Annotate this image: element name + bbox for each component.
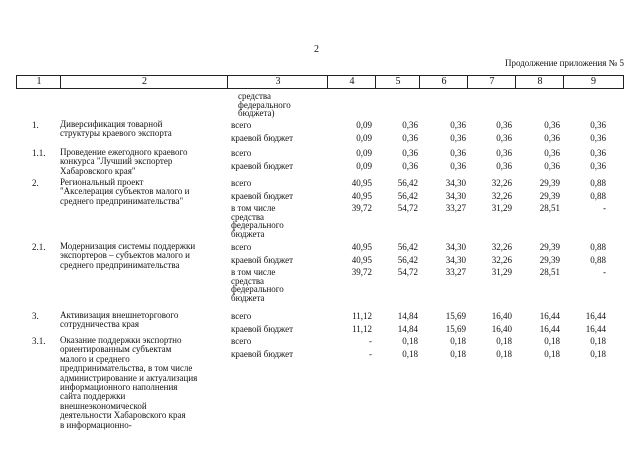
value-cell: 0,36 xyxy=(496,120,512,130)
value-cell: - xyxy=(369,348,372,359)
budget-label: всего xyxy=(231,311,252,321)
row-index: 3. xyxy=(32,311,39,321)
row-name-line: экспортеров – субъектов малого и xyxy=(60,250,190,261)
value-cell: 39,72 xyxy=(351,203,372,213)
value-cell: 0,36 xyxy=(590,120,606,130)
row-name-line: сайта поддержки xyxy=(60,391,126,402)
value-cell: 15,69 xyxy=(445,323,466,334)
row-name-line: среднего предпринимательства xyxy=(60,259,180,270)
value-cell: 11,12 xyxy=(352,311,372,321)
budget-label: краевой бюджет xyxy=(231,348,294,359)
value-cell: 0,18 xyxy=(544,348,560,359)
budget-label: краевой бюджет xyxy=(231,254,294,265)
value-cell: 0,36 xyxy=(590,148,606,158)
row-name-line: Модернизация системы поддержки xyxy=(60,241,196,251)
value-cell: 16,40 xyxy=(491,311,512,321)
row-name-line: конкурса "Лучший экспортер xyxy=(60,156,173,167)
row-name-line: внешнеэкономической xyxy=(60,400,147,411)
budget-label: краевой бюджет xyxy=(231,160,294,171)
value-cell: 0,18 xyxy=(496,336,512,346)
value-cell: 31,29 xyxy=(491,267,512,277)
value-cell: 0,88 xyxy=(590,242,606,252)
row-index: 1.1. xyxy=(32,148,46,158)
page-number: 2 xyxy=(314,44,319,55)
row-name-line: предпринимательства, в том числе xyxy=(60,363,193,374)
budget-label: всего xyxy=(231,242,252,252)
value-cell: 0,09 xyxy=(356,160,372,171)
value-cell: 14,84 xyxy=(397,311,418,321)
budget-label: средства xyxy=(231,275,265,286)
value-cell: 0,09 xyxy=(356,148,372,158)
value-cell: 28,51 xyxy=(539,203,560,213)
row-name-line: Диверсификация товарной xyxy=(60,119,163,129)
value-cell: - xyxy=(603,203,606,213)
column-header-2: 2 xyxy=(60,75,228,89)
value-cell: 0,18 xyxy=(590,336,606,346)
value-cell: 39,72 xyxy=(351,267,372,277)
row-name-line: Региональный проект xyxy=(60,177,144,187)
value-cell: - xyxy=(603,267,606,277)
value-cell: 0,36 xyxy=(450,148,466,158)
value-cell: 0,36 xyxy=(450,160,466,171)
row-name-line: Оказание поддержки экспортно xyxy=(60,335,182,345)
value-cell: 0,18 xyxy=(590,348,606,359)
row-name-line: администрирование и актуализация xyxy=(60,372,198,383)
budget-label: всего xyxy=(231,120,252,130)
value-cell: 0,09 xyxy=(356,120,372,130)
budget-label: краевой бюджет xyxy=(231,323,294,334)
value-cell: 0,88 xyxy=(590,254,606,265)
row-name-line: малого и среднего xyxy=(60,353,130,364)
budget-label: краевой бюджет xyxy=(231,190,294,201)
column-header-3: 3 xyxy=(227,75,328,89)
column-header-9: 9 xyxy=(563,75,624,89)
value-cell: 40,95 xyxy=(351,178,372,188)
value-cell: 0,36 xyxy=(496,160,512,171)
row-index: 2. xyxy=(32,178,39,188)
row-name-line: деятельности Хабаровского края xyxy=(60,410,186,421)
value-cell: 0,36 xyxy=(496,132,512,143)
value-cell: 34,30 xyxy=(445,190,466,201)
budget-label: краевой бюджет xyxy=(231,132,294,143)
value-cell: 56,42 xyxy=(397,190,418,201)
appendix-continuation-title: Продолжение приложения № 5 xyxy=(504,58,624,68)
row-name-line: среднего предпринимательства" xyxy=(60,195,184,206)
column-header-7: 7 xyxy=(467,75,516,89)
row-name-line: Проведение ежегодного краевого xyxy=(60,147,188,157)
continued-label-fragment: бюджета) xyxy=(238,108,275,118)
budget-label: всего xyxy=(231,178,252,188)
value-cell: 56,42 xyxy=(397,178,418,188)
value-cell: 16,44 xyxy=(539,311,560,321)
budget-label: в том числе xyxy=(231,267,276,277)
value-cell: 0,36 xyxy=(402,160,418,171)
budget-label: федерального xyxy=(231,220,284,231)
value-cell: 16,44 xyxy=(585,311,606,321)
row-name-line: структуры краевого экспорта xyxy=(60,128,172,139)
value-cell: 0,18 xyxy=(402,336,418,346)
value-cell: 0,36 xyxy=(544,160,560,171)
value-cell: 32,26 xyxy=(491,254,512,265)
value-cell: 56,42 xyxy=(397,242,418,252)
value-cell: 0,88 xyxy=(590,190,606,201)
value-cell: 0,36 xyxy=(544,120,560,130)
row-name-line: Активизация внешнеторгового xyxy=(60,310,179,320)
value-cell: 32,26 xyxy=(491,178,512,188)
value-cell: 15,69 xyxy=(445,311,466,321)
value-cell: 0,09 xyxy=(356,132,372,143)
row-name-line: Хабаровского края" xyxy=(60,165,136,176)
value-cell: 28,51 xyxy=(539,267,560,277)
value-cell: 0,18 xyxy=(450,336,466,346)
value-cell: 32,26 xyxy=(491,190,512,201)
value-cell: 31,29 xyxy=(491,203,512,213)
value-cell: 0,36 xyxy=(450,132,466,143)
value-cell: 11,12 xyxy=(352,323,372,334)
value-cell: 40,95 xyxy=(351,254,372,265)
value-cell: 16,44 xyxy=(539,323,560,334)
value-cell: 29,39 xyxy=(539,190,560,201)
value-cell: 0,36 xyxy=(402,148,418,158)
column-header-1: 1 xyxy=(16,75,61,89)
budget-label: средства xyxy=(231,211,265,222)
budget-label: бюджета xyxy=(231,228,265,239)
row-name-line: информационного наполнения xyxy=(60,382,178,392)
value-cell: 0,18 xyxy=(402,348,418,359)
value-cell: 0,88 xyxy=(590,178,606,188)
value-cell: 0,36 xyxy=(590,132,606,143)
continued-label-fragment: средства xyxy=(238,91,272,101)
value-cell: 0,18 xyxy=(450,348,466,359)
value-cell: 33,27 xyxy=(445,267,466,277)
value-cell: 0,36 xyxy=(544,148,560,158)
value-cell: 34,30 xyxy=(445,254,466,265)
value-cell: 29,39 xyxy=(539,178,560,188)
value-cell: 34,30 xyxy=(445,178,466,188)
budget-label: федерального xyxy=(231,284,284,295)
value-cell: 33,27 xyxy=(445,203,466,213)
value-cell: 0,18 xyxy=(496,348,512,359)
value-cell: 40,95 xyxy=(351,242,372,252)
column-header-4: 4 xyxy=(327,75,376,89)
column-header-8: 8 xyxy=(515,75,564,89)
budget-label: всего xyxy=(231,148,252,158)
row-name-line: ориентированным субъектам xyxy=(60,344,172,355)
value-cell: 54,72 xyxy=(397,267,418,277)
value-cell: 16,40 xyxy=(491,323,512,334)
column-header-5: 5 xyxy=(375,75,420,89)
value-cell: 0,36 xyxy=(402,132,418,143)
row-name-line: сотрудничества края xyxy=(60,319,140,330)
value-cell: 0,36 xyxy=(402,120,418,130)
row-index: 3.1. xyxy=(32,336,46,346)
value-cell: 40,95 xyxy=(351,190,372,201)
column-header-6: 6 xyxy=(419,75,468,89)
budget-label: в том числе xyxy=(231,203,276,213)
row-name-line: в информационно- xyxy=(60,419,132,430)
value-cell: 16,44 xyxy=(585,323,606,334)
value-cell: 29,39 xyxy=(539,254,560,265)
continued-label-fragment: федерального xyxy=(238,99,291,110)
value-cell: 0,36 xyxy=(544,132,560,143)
budget-label: бюджета xyxy=(231,292,265,303)
value-cell: 32,26 xyxy=(491,242,512,252)
value-cell: - xyxy=(369,336,372,346)
value-cell: 29,39 xyxy=(539,242,560,252)
value-cell: 0,18 xyxy=(544,336,560,346)
row-index: 2.1. xyxy=(32,242,46,252)
value-cell: 56,42 xyxy=(397,254,418,265)
row-name-line: "Акселерация субъектов малого и xyxy=(60,186,190,197)
row-index: 1. xyxy=(32,120,39,130)
value-cell: 0,36 xyxy=(590,160,606,171)
value-cell: 14,84 xyxy=(397,323,418,334)
value-cell: 54,72 xyxy=(397,203,418,213)
value-cell: 0,36 xyxy=(496,148,512,158)
value-cell: 34,30 xyxy=(445,242,466,252)
value-cell: 0,36 xyxy=(450,120,466,130)
budget-label: всего xyxy=(231,336,252,346)
